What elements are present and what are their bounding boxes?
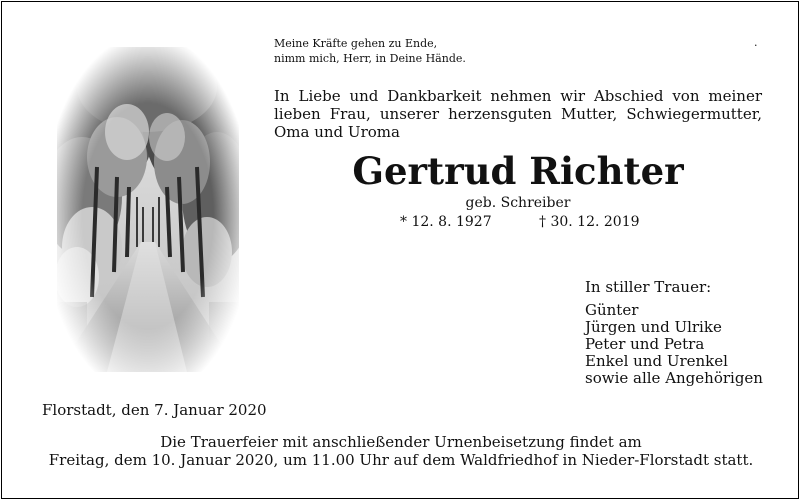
mourner-item: Peter und Petra bbox=[585, 335, 705, 353]
funeral-info-line: Die Trauerfeier mit anschließender Urnenbeisetzung findet am bbox=[160, 433, 642, 451]
mourner-item: Enkel und Urenkel bbox=[585, 352, 728, 370]
obituary-notice bbox=[1, 1, 799, 499]
deceased-name: Gertrud Richter bbox=[352, 149, 684, 193]
funeral-info bbox=[2, 433, 800, 469]
farewell-text: In Liebe und Dankbarkeit nehmen wir Abschied von meiner lieben Frau, unserer herzensguten Mutter, Schwiegermutter, Oma und Uroma bbox=[274, 87, 762, 141]
tree-avenue-illustration bbox=[57, 47, 239, 372]
birth-date: * 12. 8. 1927 bbox=[400, 214, 492, 230]
mourner-item: Jürgen und Ulrike bbox=[585, 318, 722, 336]
mourner-item: sowie alle Angehörigen bbox=[585, 369, 763, 387]
mourners-list bbox=[585, 302, 763, 387]
funeral-info-line: Freitag, dem 10. Januar 2020, um 11.00 Uhr auf dem Waldfriedhof in Nieder-Florstadt statt. bbox=[48, 451, 754, 469]
place-and-date: Florstadt, den 7. Januar 2020 bbox=[42, 401, 267, 419]
mourners-heading: In stiller Trauer: bbox=[585, 278, 712, 296]
mourner-item: Günter bbox=[585, 301, 639, 319]
motto-verse: Meine Kräfte gehen zu Ende, nimm mich, Herr, in Deine Hände. bbox=[274, 37, 466, 65]
birth-name: geb. Schreiber bbox=[465, 195, 571, 211]
mourners-block bbox=[585, 279, 763, 387]
corner-mark: . bbox=[754, 36, 758, 49]
tree-lined-avenue-photo bbox=[57, 47, 239, 372]
death-date: † 30. 12. 2019 bbox=[539, 214, 640, 230]
